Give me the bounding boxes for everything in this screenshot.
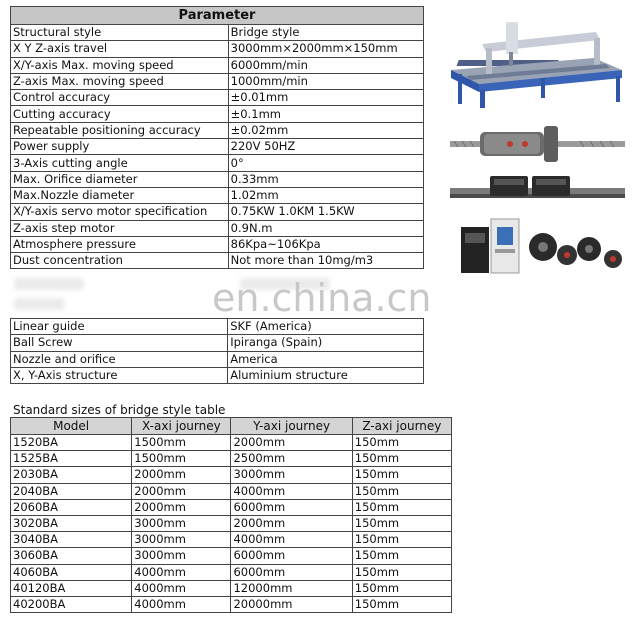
- sizes-cell: 1500mm: [132, 435, 231, 451]
- sizes-cell: 12000mm: [231, 580, 352, 596]
- sizes-cell: 3000mm: [132, 532, 231, 548]
- linear-guide-image: [450, 170, 625, 204]
- sizes-row: [11, 532, 452, 548]
- sizes-cell: 2000mm: [231, 435, 352, 451]
- sizes-row: [11, 435, 452, 451]
- sizes-row: [11, 451, 452, 467]
- waterjet-machine-image: [446, 18, 626, 112]
- sizes-table-caption: Standard sizes of bridge style table: [13, 403, 226, 417]
- parameter-name: Cutting accuracy: [11, 106, 229, 122]
- sizes-cell: 150mm: [352, 435, 451, 451]
- parameter-value: ±0.1mm: [228, 106, 423, 122]
- parameter-name: Max. Orifice diameter: [11, 171, 229, 187]
- parameter-row: [11, 187, 424, 203]
- parameter-name: Atmosphere pressure: [11, 236, 229, 252]
- sizes-cell: 3000mm: [132, 515, 231, 531]
- parameter-value: 86Kpa~106Kpa: [228, 236, 423, 252]
- parameter-row: [11, 139, 424, 155]
- sizes-cell: 150mm: [352, 580, 451, 596]
- sizes-cell: 4000mm: [132, 580, 231, 596]
- parameter-value: Ipiranga (Spain): [228, 335, 424, 351]
- component-row: [11, 367, 424, 383]
- sizes-row: [11, 515, 452, 531]
- component-brand-table: [10, 318, 424, 384]
- sizes-cell: 2000mm: [132, 499, 231, 515]
- parameter-name: Power supply: [11, 139, 229, 155]
- parameter-value: 1000mm/min: [228, 73, 423, 89]
- parameter-value: SKF (America): [228, 319, 424, 335]
- parameter-name: Nozzle and orifice: [11, 351, 228, 367]
- parameter-row: [11, 90, 424, 106]
- sizes-cell: 150mm: [352, 499, 451, 515]
- parameter-row: [11, 220, 424, 236]
- parameter-row: [11, 155, 424, 171]
- parameter-value: ±0.02mm: [228, 122, 423, 138]
- parameter-name: Control accuracy: [11, 90, 229, 106]
- sizes-cell: 1525BA: [11, 451, 132, 467]
- parameter-row: [11, 236, 424, 252]
- sizes-cell: 40200BA: [11, 596, 132, 612]
- sizes-cell: 6000mm: [231, 499, 352, 515]
- sizes-cell: 4000mm: [132, 596, 231, 612]
- sizes-cell: 4000mm: [231, 532, 352, 548]
- sizes-cell: 4060BA: [11, 564, 132, 580]
- parameter-name: 3-Axis cutting angle: [11, 155, 229, 171]
- sizes-cell: 150mm: [352, 467, 451, 483]
- parameter-value: 0.9N.m: [228, 220, 423, 236]
- sizes-row: [11, 580, 452, 596]
- parameter-value: 3000mm×2000mm×150mm: [228, 41, 423, 57]
- parameter-row: [11, 41, 424, 57]
- sizes-header-cell: Model: [11, 418, 132, 435]
- sizes-cell: 2040BA: [11, 483, 132, 499]
- parameter-value: Bridge style: [228, 25, 423, 41]
- parameter-value: ±0.01mm: [228, 90, 423, 106]
- component-row: [11, 319, 424, 335]
- parameter-row: [11, 122, 424, 138]
- sizes-cell: 150mm: [352, 532, 451, 548]
- parameter-value: 0°: [228, 155, 423, 171]
- sizes-cell: 6000mm: [231, 564, 352, 580]
- sizes-cell: 2000mm: [132, 467, 231, 483]
- sizes-cell: 4000mm: [132, 564, 231, 580]
- parameter-row: [11, 106, 424, 122]
- sizes-header-cell: Z-axi journey: [352, 418, 451, 435]
- parameter-value: 220V 50HZ: [228, 139, 423, 155]
- parameter-name: X/Y-axis Max. moving speed: [11, 57, 229, 73]
- sizes-cell: 40120BA: [11, 580, 132, 596]
- parameter-name: Structural style: [11, 25, 229, 41]
- sizes-cell: 150mm: [352, 483, 451, 499]
- parameter-value: 0.75KW 1.0KM 1.5KW: [228, 204, 423, 220]
- parameter-name: Max.Nozzle diameter: [11, 187, 229, 203]
- parameter-row: [11, 204, 424, 220]
- sizes-header-cell: X-axi journey: [132, 418, 231, 435]
- sizes-cell: 3060BA: [11, 548, 132, 564]
- parameter-value: 0.33mm: [228, 171, 423, 187]
- parameter-row: [11, 25, 424, 41]
- sizes-row: [11, 564, 452, 580]
- parameter-name: Z-axis Max. moving speed: [11, 73, 229, 89]
- sizes-cell: 2000mm: [231, 515, 352, 531]
- parameter-name: X Y Z-axis travel: [11, 41, 229, 57]
- sizes-cell: 3040BA: [11, 532, 132, 548]
- sizes-cell: 3000mm: [132, 548, 231, 564]
- parameter-name: Repeatable positioning accuracy: [11, 122, 229, 138]
- sizes-header-cell: Y-axi journey: [231, 418, 352, 435]
- sizes-cell: 2000mm: [132, 483, 231, 499]
- parameter-name: Dust concentration: [11, 253, 229, 269]
- sizes-cell: 150mm: [352, 564, 451, 580]
- parameter-row: [11, 73, 424, 89]
- sizes-cell: 3020BA: [11, 515, 132, 531]
- sizes-cell: 1500mm: [132, 451, 231, 467]
- sizes-cell: 4000mm: [231, 483, 352, 499]
- parameter-value: America: [228, 351, 424, 367]
- parameter-value: 6000mm/min: [228, 57, 423, 73]
- sizes-cell: 6000mm: [231, 548, 352, 564]
- sizes-row: [11, 467, 452, 483]
- parameter-row: [11, 57, 424, 73]
- parameter-table: [10, 6, 424, 269]
- parameter-name: X, Y-Axis structure: [11, 367, 228, 383]
- parameter-name: X/Y-axis servo motor specification: [11, 204, 229, 220]
- parameter-name: Z-axis step motor: [11, 220, 229, 236]
- sizes-cell: 3000mm: [231, 467, 352, 483]
- sizes-row: [11, 548, 452, 564]
- parameter-value: Aluminium structure: [228, 367, 424, 383]
- parameter-value: 1.02mm: [228, 187, 423, 203]
- sizes-cell: 20000mm: [231, 596, 352, 612]
- sizes-cell: 2060BA: [11, 499, 132, 515]
- parameter-table-title: Parameter: [11, 7, 424, 25]
- ball-screw-image: [450, 122, 625, 166]
- parameter-name: Linear guide: [11, 319, 228, 335]
- sizes-cell: 150mm: [352, 596, 451, 612]
- sizes-cell: 2030BA: [11, 467, 132, 483]
- parameter-value: Not more than 10mg/m3: [228, 253, 423, 269]
- sizes-cell: 2500mm: [231, 451, 352, 467]
- component-row: [11, 351, 424, 367]
- component-row: [11, 335, 424, 351]
- watermark: en.china.cn: [212, 276, 432, 320]
- parameter-row: [11, 253, 424, 269]
- parameter-name: Ball Screw: [11, 335, 228, 351]
- servo-motor-image: [455, 215, 625, 275]
- sizes-cell: 1520BA: [11, 435, 132, 451]
- sizes-cell: 150mm: [352, 451, 451, 467]
- sizes-cell: 150mm: [352, 515, 451, 531]
- sizes-row: [11, 596, 452, 612]
- parameter-row: [11, 171, 424, 187]
- sizes-cell: 150mm: [352, 548, 451, 564]
- sizes-table: [10, 417, 452, 613]
- sizes-row: [11, 499, 452, 515]
- sizes-row: [11, 483, 452, 499]
